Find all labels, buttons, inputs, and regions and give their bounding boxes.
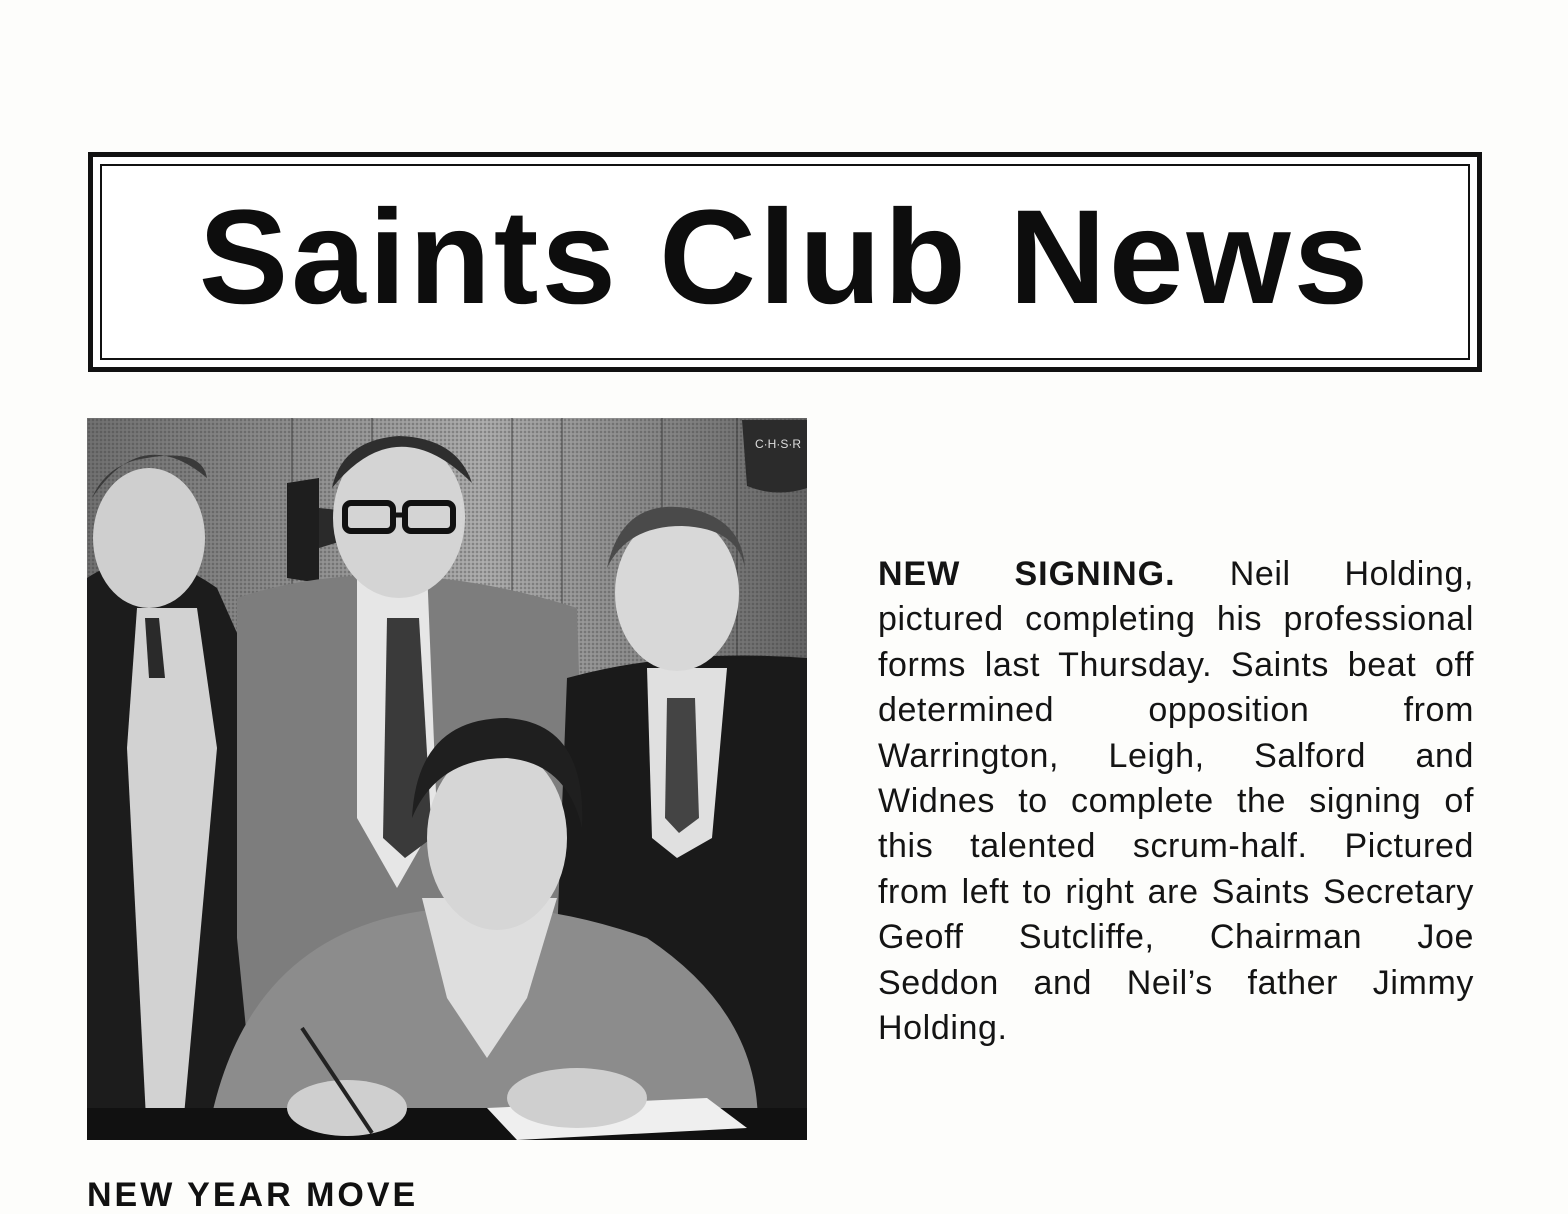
- pennant-text: C·H·S·R: [755, 437, 801, 451]
- signing-photo: [87, 418, 807, 1140]
- masthead-frame: [88, 152, 1482, 372]
- masthead-title: Saints Club News: [198, 183, 1372, 332]
- photo-illustration: [87, 418, 807, 1140]
- article-text: [878, 552, 1474, 1051]
- article-lead: NEW SIGNING.: [878, 555, 1230, 593]
- masthead-inner-frame: [100, 164, 1470, 360]
- next-article-heading: NEW YEAR MOVE: [87, 1176, 419, 1214]
- article-body: Neil Holding, pictured completing his professional forms last Thursday. Saints beat off determined opposition from Warrington, Leigh, Salford and Widnes to complete the signing of this talented scrum-half. Pictured from left to right are Saints Secretary Geoff Sutcliffe, Chairman Joe Seddon and Neil’s father Jimmy Holding.: [878, 555, 1474, 1048]
